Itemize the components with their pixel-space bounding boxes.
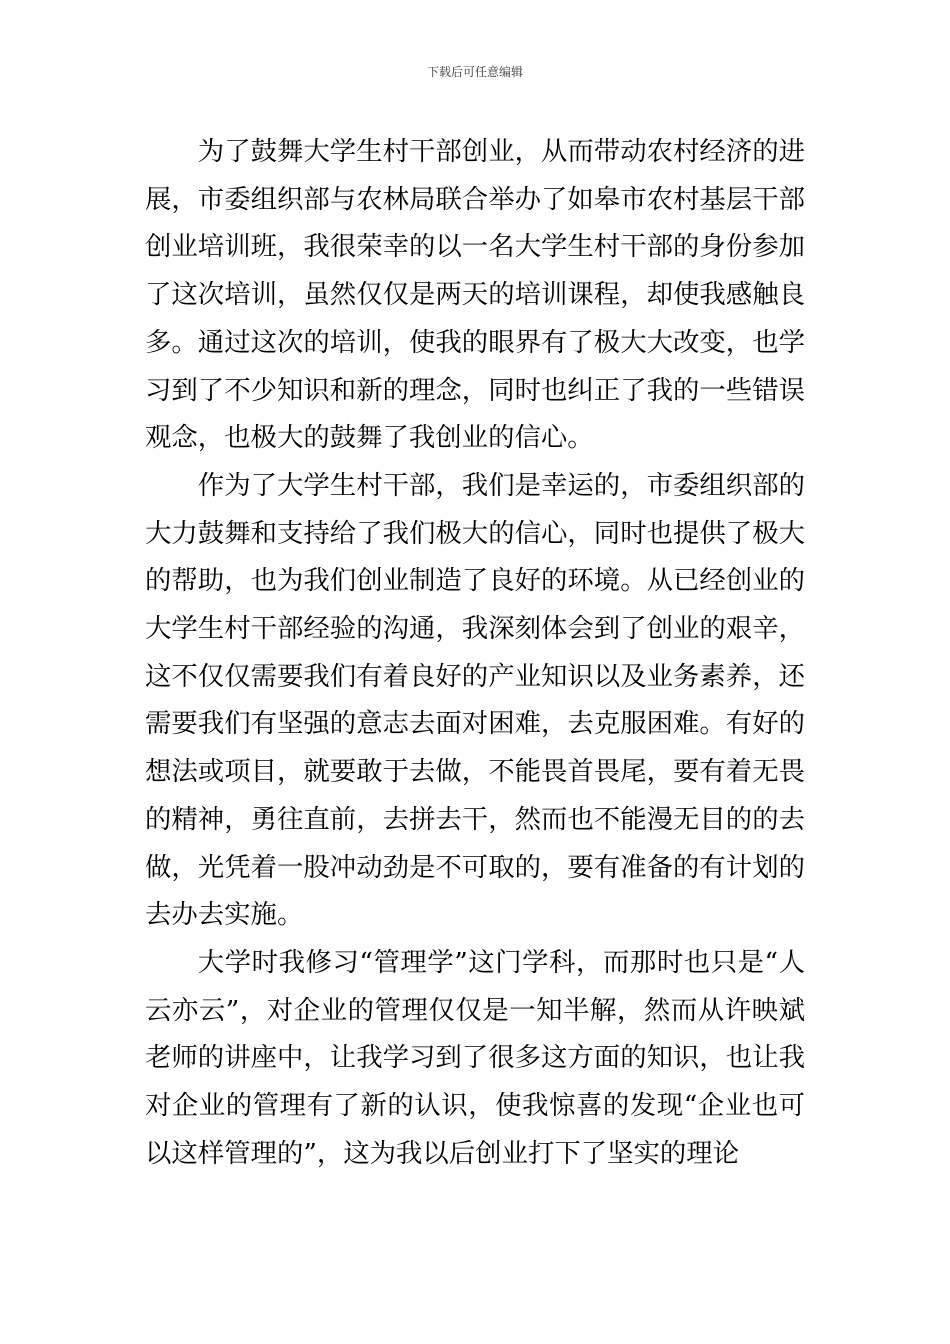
- paragraph: 为了鼓舞大学生村干部创业，从而带动农村经济的进展，市委组织部与农林局联合举办了如皋市农村基层干部创业培训班，我很荣幸的以一名大学生村干部的身份参加了这次培训，虽然仅仅是两天的培训课程，却使我感触良多。通过这次的培训，使我的眼界有了极大大改变，也学习到了不少知识和新的理念，同时也纠正了我的一些错误观念，也极大的鼓舞了我创业的信心。: [145, 136, 805, 454]
- document-body: [145, 128, 805, 1177]
- page-header: 下载后可任意编辑: [426, 65, 523, 79]
- paragraph: 大学时我修习“管理学”这门学科，而那时也只是“人云亦云”，对企业的管理仅仅是一知半解，然而从许映斌老师的讲座中，让我学习到了很多这方面的知识，也让我对企业的管理有了新的认识，使我惊喜的发现“企业也可以这样管理的”，这为我以后创业打下了坚实的理论: [145, 946, 805, 1169]
- paragraph: 作为了大学生村干部，我们是幸运的，市委组织部的大力鼓舞和支持给了我们极大的信心，同时也提供了极大的帮助，也为我们创业制造了良好的环境。从已经创业的大学生村干部经验的沟通，我深刻体会到了创业的艰辛，这不仅仅需要我们有着良好的产业知识以及业务素养，还需要我们有坚强的意志去面对困难，去克服困难。有好的想法或项目，就要敢于去做，不能畏首畏尾，要有着无畏的精神，勇往直前，去拼去干，然而也不能漫无目的的去做，光凭着一股冲动劲是不可取的，要有准备的有计划的去办去实施。: [145, 469, 805, 931]
